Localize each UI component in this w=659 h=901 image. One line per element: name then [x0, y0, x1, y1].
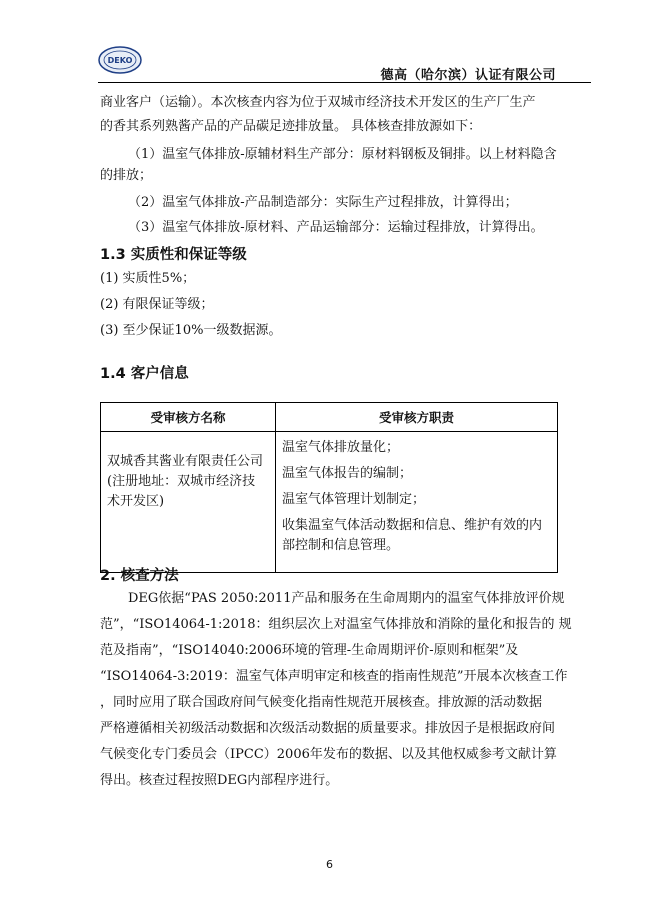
page-number: 6 — [326, 858, 333, 871]
duty-item: 温室气体排放量化； — [282, 440, 400, 455]
source-item-2: （2）温室气体排放-产品制造部分：实际生产过程排放，计算得出； — [128, 195, 518, 210]
source-item-1-line-2: 的排放； — [100, 168, 153, 183]
duty-item: 温室气体报告的编制； — [282, 466, 413, 481]
duty-item: 温室气体管理计划制定； — [282, 492, 426, 507]
company-name: 德高（哈尔滨）认证有限公司 — [380, 68, 556, 83]
client-duties-cell — [276, 432, 558, 573]
assurance-level-item: (2) 有限保证等级； — [100, 297, 214, 312]
source-item-1-line-1: （1）温室气体排放-原辅材料生产部分：原材料钢板及铜排。以上材料隐含 — [128, 147, 557, 162]
method-line-8: 得出。核查过程按照DEG内部程序进行。 — [100, 773, 339, 788]
duty-item: 部控制和信息管理。 — [282, 538, 400, 553]
table-header-duties: 受审核方职责 — [276, 403, 558, 432]
intro-line-2: 的香其系列熟酱产品的产品碳足迹排放量。 具体核查排放源如下： — [100, 119, 482, 134]
data-source-item: (3) 至少保证10%一级数据源。 — [100, 323, 282, 338]
logo-text: DEKO — [107, 56, 133, 65]
duty-item: 收集温室气体活动数据和信息、维护有效的内 — [282, 518, 543, 533]
method-line-6: 严格遵循相关初级活动数据和次级活动数据的质量要求。排放因子是根据政府间 — [100, 721, 556, 736]
client-address-line-2: 术开发区) — [107, 494, 165, 509]
method-line-3: 范及指南”，“ISO14040:2006环境的管理-生命周期评价-原则和框架”及 — [100, 643, 519, 658]
section-2-heading: 2. 核查方法 — [100, 568, 179, 584]
method-line-1: DEG依据“PAS 2050:2011产品和服务在生命周期内的温室气体排放评价规 — [128, 591, 565, 606]
intro-line-1: 商业客户（运输）。本次核查内容为位于双城市经济技术开发区的生产厂生产 — [100, 95, 536, 110]
client-name-cell — [101, 432, 276, 573]
company-logo — [98, 46, 142, 74]
table-header-name: 受审核方名称 — [101, 403, 276, 432]
section-1-4-heading: 1.4 客户信息 — [100, 366, 189, 382]
method-line-5: ，同时应用了联合国政府间气候变化指南性规范开展核查。排放源的活动数据 — [100, 695, 543, 710]
section-1-3-heading: 1.3 实质性和保证等级 — [100, 247, 247, 263]
method-line-4: “ISO14064-3:2019：温室气体声明审定和核查的指南性规范”开展本次核查工作 — [100, 669, 568, 684]
method-line-2: 范”，“ISO14064-1:2018：组织层次上对温室气体排放和消除的量化和报告的 规 — [100, 617, 572, 632]
materiality-item: (1) 实质性5%； — [100, 271, 196, 286]
client-info-table — [100, 402, 558, 573]
header-rule — [98, 82, 591, 83]
method-line-7: 气候变化专门委员会（IPCC）2006年发布的数据、以及其他权威参考文献计算 — [100, 747, 557, 762]
client-name: 双城香其酱业有限责任公司 — [107, 454, 264, 469]
client-address-line-1: (注册地址：双城市经济技 — [107, 474, 256, 489]
source-item-3: （3）温室气体排放-原材料、产品运输部分：运输过程排放，计算得出。 — [128, 220, 544, 235]
